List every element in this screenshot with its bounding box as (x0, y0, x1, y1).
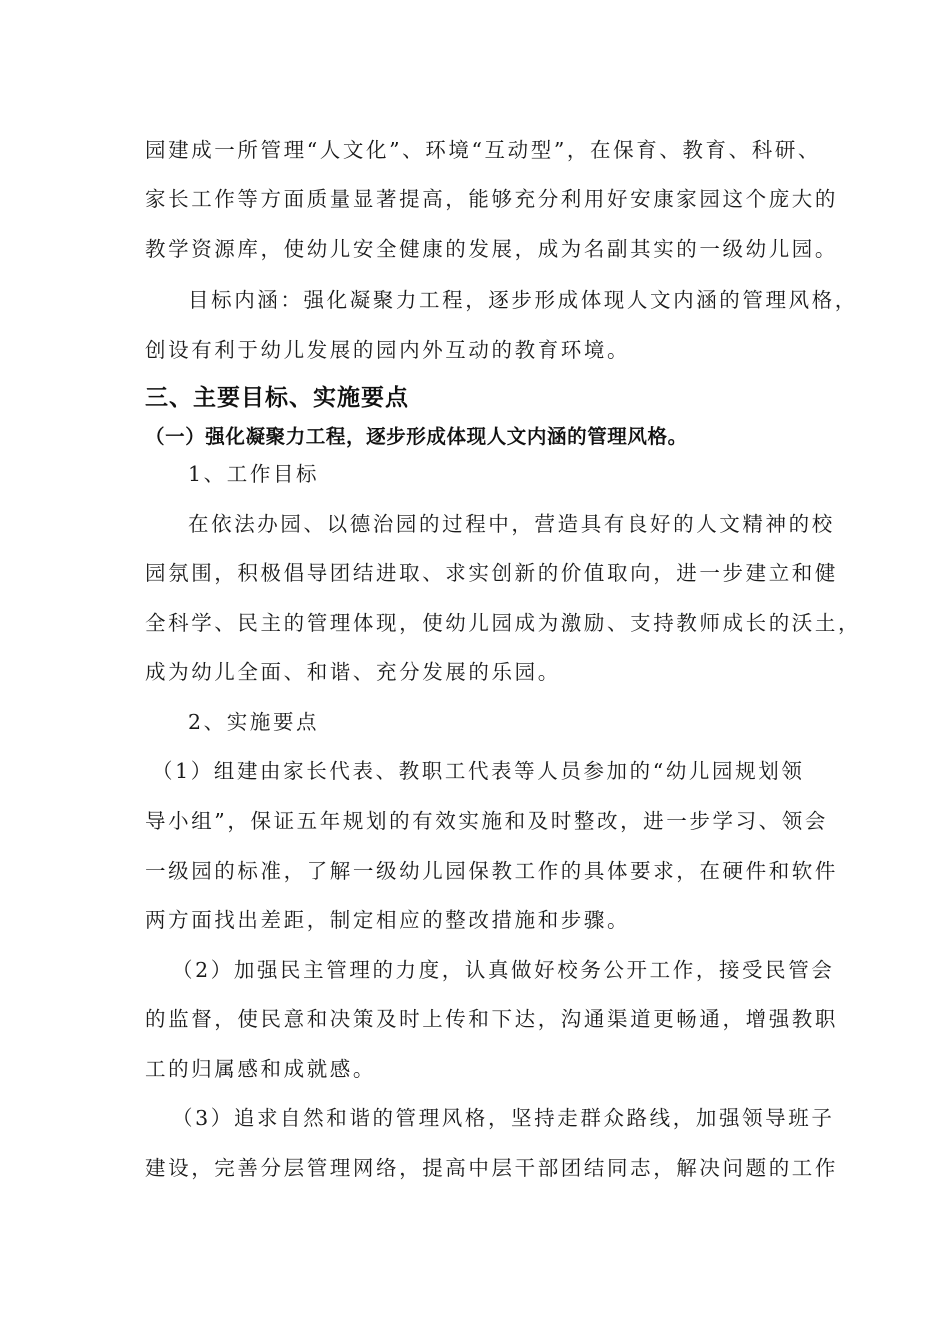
point-1-paragraph-line-1: （1）组建由家长代表、教职工代表等人员参加的“幼儿园规划领 (152, 759, 805, 783)
work-goal-paragraph-line-1: 在依法办园、以德治园的过程中，营造具有良好的人文精神的校 (188, 512, 835, 536)
point-2-paragraph-line-3: 工的归属感和成就感。 (145, 1057, 376, 1081)
point-1-paragraph-line-3: 一级园的标准，了解一级幼儿园保教工作的具体要求，在硬件和软件 (145, 859, 838, 883)
point-3-paragraph-line-1: （3）追求自然和谐的管理风格，坚持走群众路线，加强领导班子 (172, 1106, 835, 1130)
point-2-paragraph-line-1: （2）加强民主管理的力度，认真做好校务公开工作，接受民管会 (172, 958, 835, 982)
point-1-paragraph-line-4: 两方面找出差距，制定相应的整改措施和步骤。 (145, 908, 631, 932)
goal-paragraph-line-2: 创设有利于幼儿发展的园内外互动的教育环境。 (145, 338, 631, 362)
intro-paragraph-line-1: 园建成一所管理“人文化”、环境“互动型”，在保育、教育、科研、 (145, 138, 822, 162)
point-1-paragraph-line-2: 导小组”，保证五年规划的有效实施和及时整改，进一步学习、领会 (145, 809, 828, 833)
intro-paragraph-line-2: 家长工作等方面质量显著提高，能够充分利用好安康家园这个庞大的 (145, 187, 838, 211)
point-3-paragraph-line-2: 建设，完善分层管理网络，提高中层干部团结同志，解决问题的工作 (145, 1156, 838, 1180)
key-points-label: 2、实施要点 (188, 710, 320, 734)
intro-paragraph-line-3: 教学资源库，使幼儿安全健康的发展，成为名副其实的一级幼儿园。 (145, 237, 838, 261)
goal-paragraph-line-1: 目标内涵：强化凝聚力工程，逐步形成体现人文内涵的管理风格， (188, 288, 858, 312)
point-2-paragraph-line-2: 的监督，使民意和决策及时上传和下达，沟通渠道更畅通，增强教职 (145, 1007, 838, 1031)
work-goal-label: 1、工作目标 (188, 462, 320, 486)
subsection-1-heading: （一）强化凝聚力工程，逐步形成体现人文内涵的管理风格。 (145, 425, 688, 448)
work-goal-paragraph-line-4: 成为幼儿全面、和谐、充分发展的乐园。 (145, 660, 561, 684)
section-3-heading: 三、主要目标、实施要点 (145, 385, 409, 411)
work-goal-paragraph-line-3: 全科学、民主的管理体现，使幼儿园成为激励、支持教师成长的沃土， (145, 611, 862, 635)
work-goal-paragraph-line-2: 园氛围，积极倡导团结进取、求实创新的价值取向，进一步建立和健 (145, 561, 838, 585)
